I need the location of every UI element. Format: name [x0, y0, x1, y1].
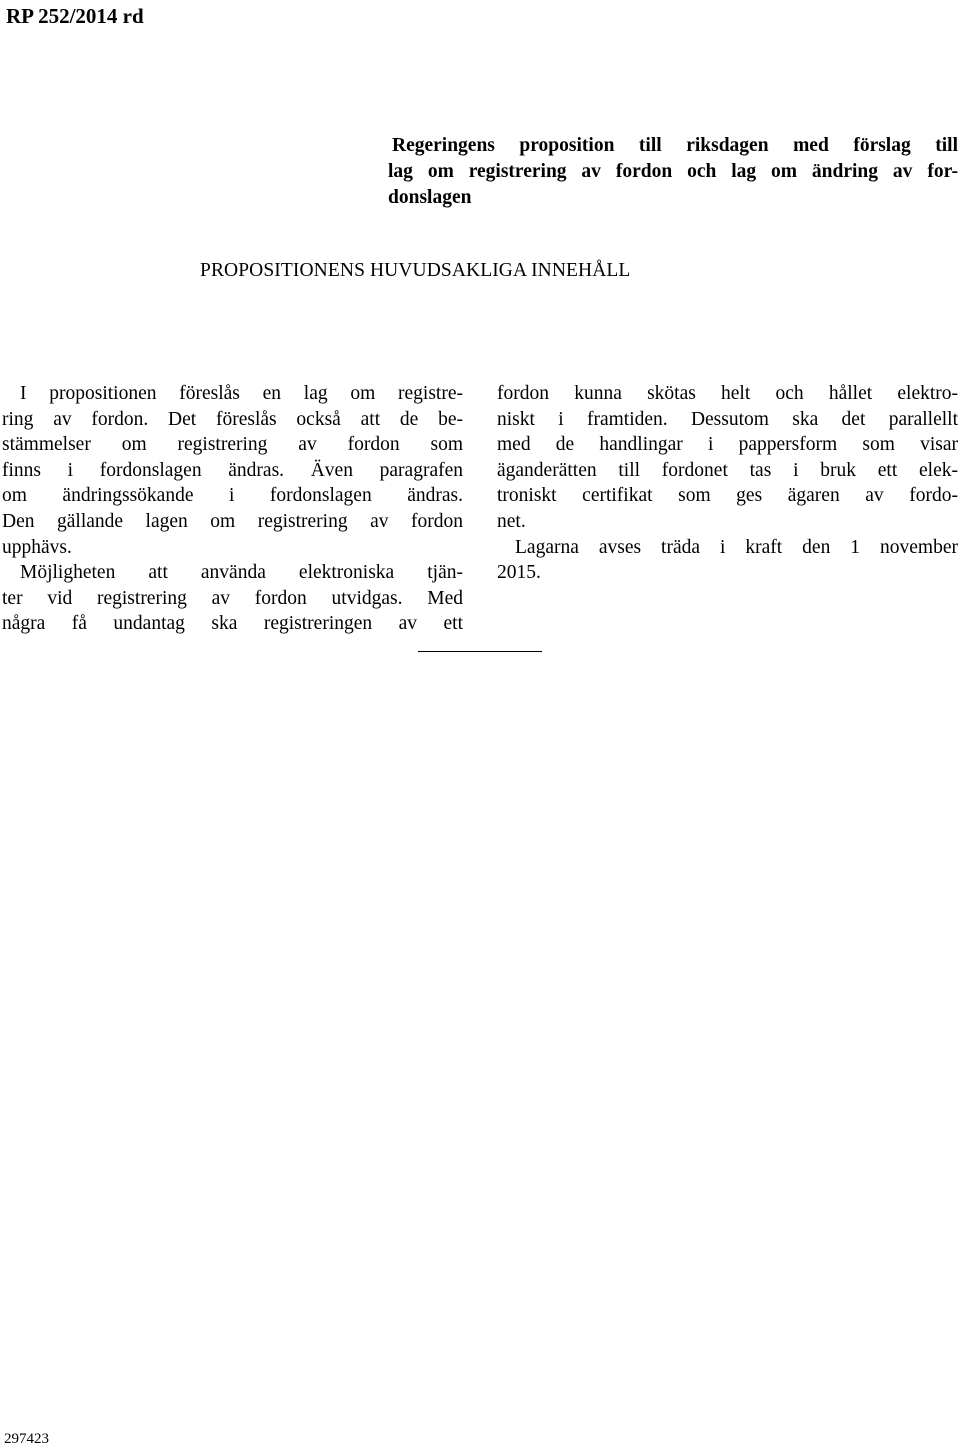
text-line: Möjligheten att använda elektroniska tjän-	[20, 562, 463, 584]
text-line: upphävs.	[2, 536, 72, 558]
paragraph	[2, 560, 463, 637]
text-line: stämmelser om registrering av fordon som	[2, 434, 463, 456]
text-line: om ändringssökande i fordonslagen ändras.	[2, 485, 463, 507]
right-column	[497, 381, 958, 586]
paragraph	[497, 381, 958, 535]
text-line: med de handlingar i pappersform som visar	[497, 434, 958, 456]
section-heading: PROPOSITIONENS HUVUDSAKLIGA INNEHÅLL	[200, 260, 631, 281]
text-line: Lagarna avses träda i kraft den 1 november	[515, 536, 958, 558]
paragraph	[497, 535, 958, 586]
text-line: 2015.	[497, 562, 541, 584]
footer-code: 297423	[4, 1431, 49, 1447]
text-line: fordon kunna skötas helt och hållet elektro-	[497, 383, 958, 404]
text-line: ring av fordon. Det föreslås också att de be-	[2, 408, 463, 430]
text-line: äganderätten till fordonet tas i bruk ett elek-	[497, 459, 958, 481]
text-line: finns i fordonslagen ändras. Även paragrafen	[2, 459, 463, 481]
title-line: Regeringens proposition till riksdagen med förslag till	[392, 135, 958, 156]
title-line: lag om registrering av fordon och lag om ändring av for-	[388, 161, 958, 182]
title-line: donslagen	[388, 187, 472, 208]
text-line: troniskt certifikat som ges ägaren av fordo-	[497, 485, 958, 507]
text-line: I propositionen föreslås en lag om registre-	[20, 383, 463, 404]
document-id: RP 252/2014 rd	[6, 4, 144, 28]
text-line: Den gällande lagen om registrering av fordon	[2, 510, 463, 532]
text-line: net.	[497, 510, 526, 532]
text-line: ter vid registrering av fordon utvidgas. Med	[2, 587, 463, 609]
end-divider	[418, 651, 542, 652]
text-line: några få undantag ska registreringen av ett	[2, 613, 463, 635]
left-column	[2, 381, 463, 637]
paragraph	[2, 381, 463, 560]
proposition-title	[388, 133, 958, 211]
text-line: niskt i framtiden. Dessutom ska det parallellt	[497, 408, 958, 430]
